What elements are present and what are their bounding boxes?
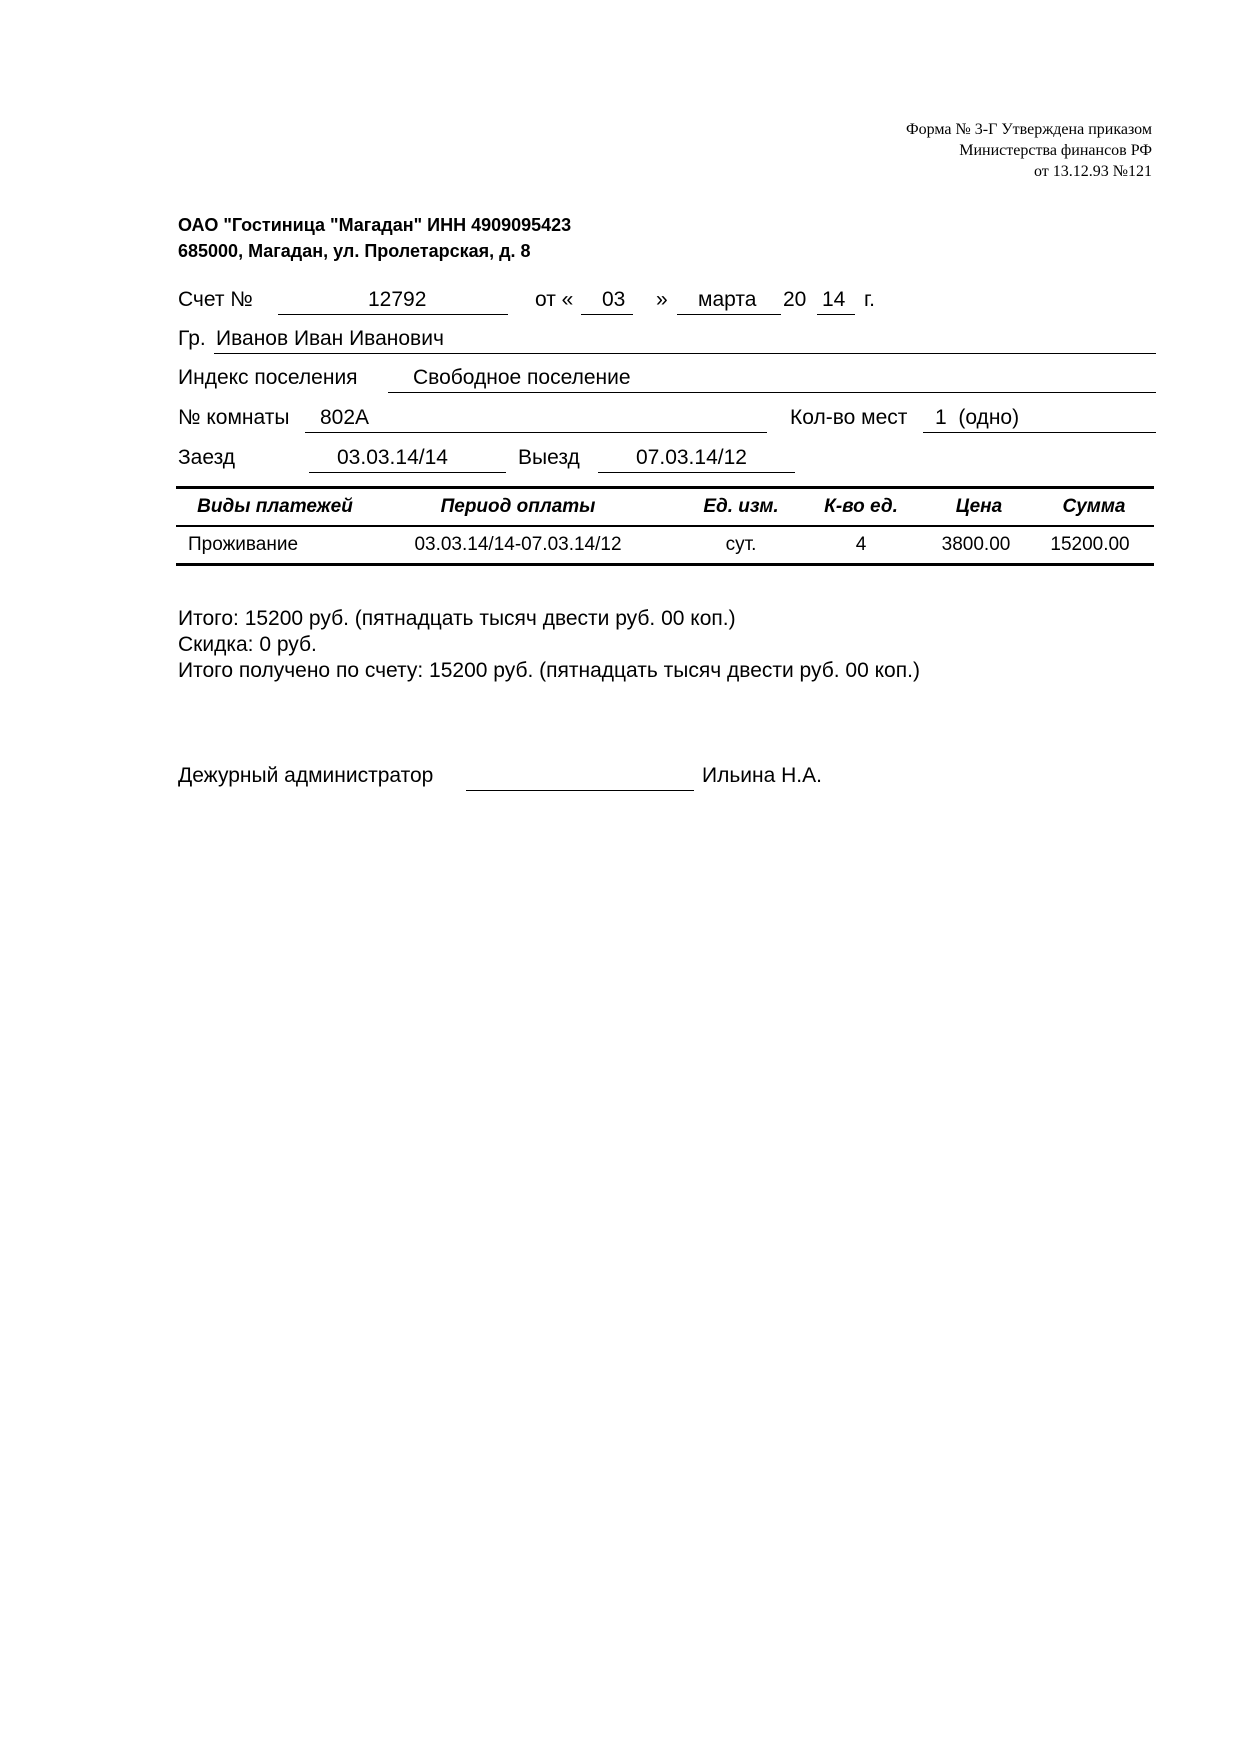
checkout-label: Выезд	[518, 446, 580, 469]
signature-row	[178, 764, 978, 794]
discount-line: Скидка: 0 руб.	[178, 633, 317, 656]
invoice-day-close: »	[656, 288, 668, 311]
form-note-line-2: Министерства финансов РФ	[959, 142, 1152, 159]
received-line: Итого получено по счету: 15200 руб. (пятнадцать тысяч двести руб. 00 коп.)	[178, 659, 920, 682]
settlement-row	[178, 366, 1156, 396]
guest-name: Иванов Иван Иванович	[216, 327, 444, 350]
invoice-month-value: марта	[698, 288, 757, 311]
form-note-line-1: Форма № 3-Г Утверждена приказом	[905, 121, 1152, 138]
invoice-date-from-label: от «	[535, 288, 574, 311]
table-row	[176, 527, 1154, 563]
places-value: 1 (одно)	[935, 406, 1020, 429]
form-approval-note	[906, 119, 1152, 182]
header-payment-type: Виды платежей	[197, 496, 353, 517]
signature-label: Дежурный администратор	[178, 764, 434, 787]
cell-sum: 15200.00	[1050, 534, 1130, 555]
invoice-number-value: 12792	[368, 288, 427, 311]
stay-row	[178, 446, 978, 476]
header-unit: Ед. изм.	[703, 496, 779, 517]
table-header-row	[176, 489, 1154, 525]
invoice-day-value: 03	[602, 288, 626, 311]
invoice-year-prefix: 20	[783, 288, 807, 311]
cell-quantity: 4	[855, 534, 867, 555]
header-payment-period: Период оплаты	[440, 496, 596, 517]
settlement-label: Индекс поселения	[178, 366, 358, 389]
guest-label: Гр.	[178, 327, 206, 350]
company-address: 685000, Магадан, ул. Пролетарская, д. 8	[178, 241, 531, 261]
signature-line	[466, 764, 694, 791]
header-sum: Сумма	[1062, 496, 1126, 517]
cell-payment-period: 03.03.14/14-07.03.14/12	[414, 534, 622, 555]
table-bottom-rule	[176, 563, 1154, 566]
cell-price: 3800.00	[941, 534, 1011, 555]
totals-block	[178, 606, 920, 684]
invoice-number-row	[178, 288, 978, 318]
checkin-value: 03.03.14/14	[337, 446, 448, 469]
header-price: Цена	[955, 496, 1003, 517]
invoice-number-label: Счет №	[178, 288, 253, 311]
header-quantity: К-во ед.	[824, 496, 898, 517]
invoice-year-value: 14	[822, 288, 846, 311]
checkout-value: 07.03.14/12	[636, 446, 747, 469]
room-line	[305, 406, 767, 433]
settlement-value: Свободное поселение	[413, 366, 631, 389]
company-name-inn: ОАО "Гостиница "Магадан" ИНН 4909095423	[178, 215, 572, 235]
invoice-year-suffix: г.	[864, 288, 875, 311]
form-note-line-3: от 13.12.93 №121	[1033, 163, 1152, 180]
company-header	[178, 212, 571, 264]
room-label: № комнаты	[178, 406, 290, 429]
room-row	[178, 406, 1156, 436]
places-label: Кол-во мест	[790, 406, 908, 429]
guest-row	[178, 327, 1156, 357]
cell-unit: сут.	[725, 534, 757, 555]
checkin-label: Заезд	[178, 446, 236, 469]
room-value: 802А	[320, 406, 370, 429]
cell-payment-type: Проживание	[188, 534, 299, 555]
signature-name: Ильина Н.А.	[702, 764, 822, 787]
payments-table	[176, 486, 1154, 566]
total-line: Итого: 15200 руб. (пятнадцать тысяч двести руб. 00 коп.)	[178, 607, 736, 630]
